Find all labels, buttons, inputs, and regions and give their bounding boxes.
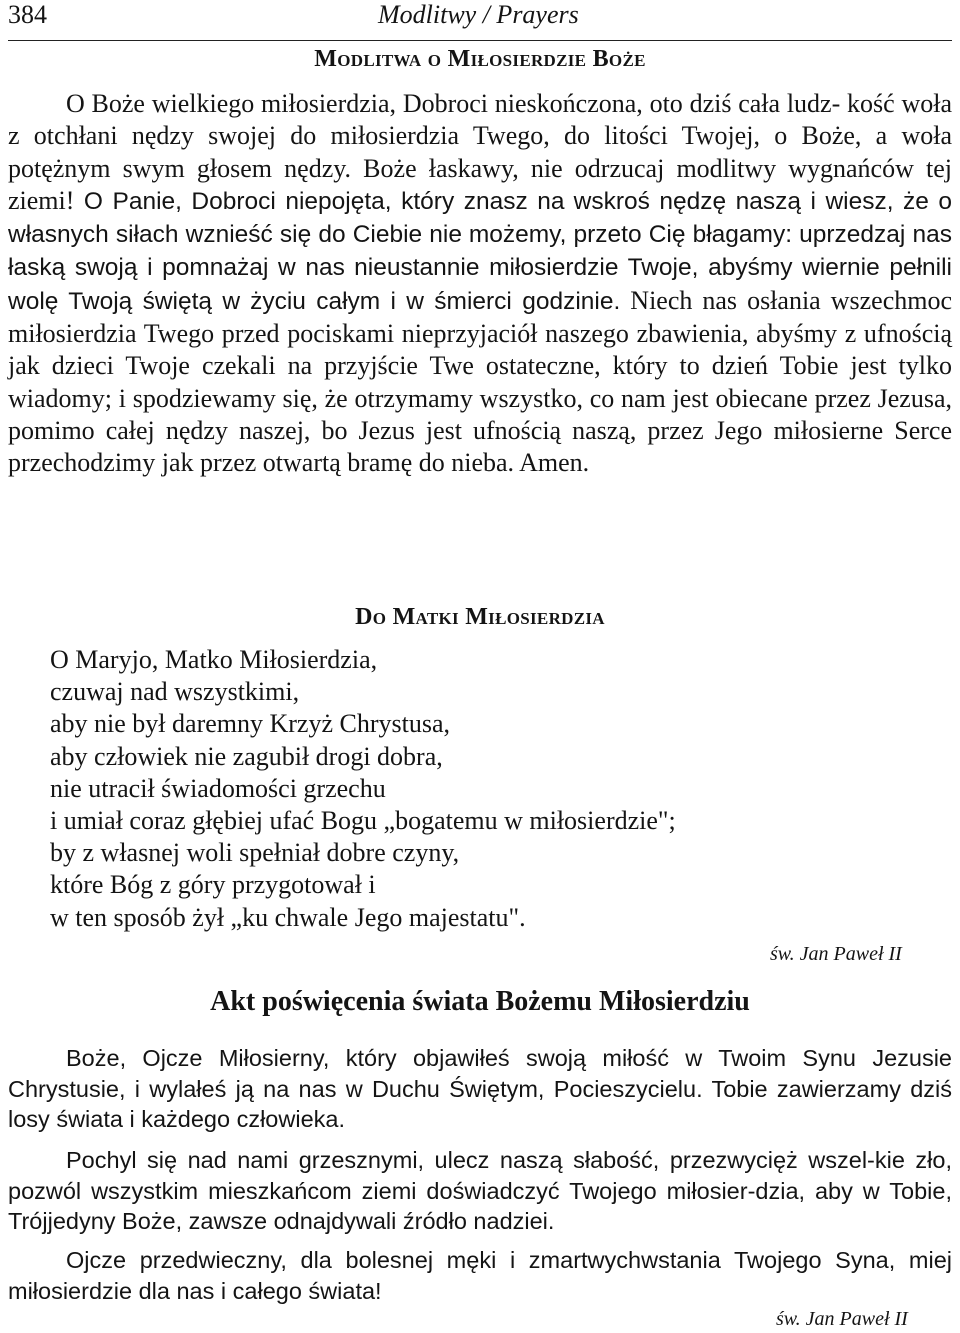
act-paragraph-1 (8, 1043, 952, 1135)
prayer1-line: jak dzieci Twoje czekali na przyjście Twe ostateczne, który to dzień Tobie (8, 351, 839, 381)
signature-john-paul-ii-2: św. Jan Paweł II (776, 1308, 908, 1330)
act-paragraph-2 (8, 1145, 952, 1237)
poem-line: aby nie był daremny Krzyż Chrystusa, (50, 709, 451, 739)
prayer-divine-mercy-body (8, 88, 952, 480)
prayer1-line: O Boże wielkiego miłosierdzia, Dobroci nieskończona, oto dziś cała ludz- (66, 89, 841, 118)
poem-line: i umiał coraz głębiej ufać Bogu „bogatemu w miłosierdzie"; (50, 806, 676, 836)
prayer1-line: jest tylko wiadomy; i spodziewamy się, że otrzymamy wszystko, co nam jest (8, 351, 952, 413)
poem-line: by z własnej woli spełniał dobre czyny, (50, 838, 460, 868)
poem-line: czuwaj nad wszystkimi, (50, 677, 300, 707)
act-paragraph-text: Pochyl się nad nami grzesznymi, ulecz naszą słabość, przezwycięż wszel-kie zło, pozwól wszystkim mieszkańcom ziemi doświadczyć Twojego miłosier-dzia, aby w Tobie, Trójjedyny Boże, zawsze odnajdywali źródło nadziei. (8, 1147, 952, 1234)
prayer-title-divine-mercy: Modlitwa o Miłosierdzie Boże (314, 46, 646, 72)
prayer1-line: O Panie, Dobroci niepojęta, który znasz na (74, 187, 565, 215)
prayer1-line: do nieba. Amen. (418, 448, 590, 478)
prayer1-line: życiu całym i w śmierci godzinie. (250, 287, 621, 315)
prayer1-line: Niech nas osłania wszechmoc miłosierdzia (8, 285, 953, 349)
poem-line: aby człowiek nie zagubił drogi dobra, (50, 741, 443, 771)
prayer1-line: nieustannie miłosierdzie Twoje, abyśmy wiernie pełnili wolę Twoją świętą w (8, 254, 952, 315)
prayer1-line: obiecane przez Jezusa, pomimo całej nędzy naszej, bo Jezus jest ufnością (8, 383, 952, 445)
page-number: 384 (8, 0, 47, 29)
prayer1-line: modlitwy wygnańców tej ziemi! (8, 153, 953, 215)
prayer1-line: Twego przed pociskami nieprzyjaciół naszego zbawienia, abyśmy z ufnością (143, 319, 953, 349)
poem-line: nie utracił świadomości grzechu (50, 773, 386, 803)
prayer1-line: o Boże, a woła potężnym swym głosem nędzy. Boże łaskawy, nie odrzucaj (8, 121, 953, 183)
prayer-title-act-of-consecration: Akt poświęcenia świata Bożemu Miłosierdziu (210, 986, 750, 1017)
poem-line: O Maryjo, Matko Miłosierdzia, (50, 645, 378, 674)
poem-line: które Bóg z góry przygotował i (50, 870, 376, 900)
signature-john-paul-ii: św. Jan Paweł II (770, 943, 902, 965)
prayer1-line: naszą, przez Jego miłosierne Serce przechodzimy jak przez otwartą bramę (8, 415, 952, 478)
prayer1-line: wskroś nędzę naszą i wiesz, że o własnych siłach wznieść się do Ciebie nie (8, 187, 953, 249)
prayer1-line: kość woła z otchłani nędzy swojej do miłosierdzia Twego, do litości Twojej, (8, 89, 953, 151)
page-header (8, 0, 952, 41)
running-title: Modlitwy / Prayers (378, 0, 579, 29)
prayer-title-mother-of-mercy: Do Matki Miłosierdzia (355, 604, 605, 630)
poem-line: w ten sposób żył „ku chwale Jego majestatu". (50, 902, 526, 932)
act-paragraph-text: Boże, Ojcze Miłosierny, który objawiłeś swoją miłość w Twoim Synu Jezusie Chrystusie, i wylałeś ją na nas w Duchu Świętym, Pocieszycielu. Tobie zawierzamy dziś losy świata i każdego człowieka. (8, 1045, 952, 1132)
act-paragraph-3 (8, 1245, 952, 1306)
prayer-mother-of-mercy-body (50, 644, 910, 934)
prayer1-line: możemy, przeto Cię błagamy: uprzedzaj nas łaską swoją i pomnażaj w nas (8, 221, 953, 282)
act-paragraph-text: Ojcze przedwieczny, dla bolesnej męki i zmartwychwstania Twojego Syna, miej miłosierdzie dla nas i całego świata! (8, 1247, 952, 1304)
